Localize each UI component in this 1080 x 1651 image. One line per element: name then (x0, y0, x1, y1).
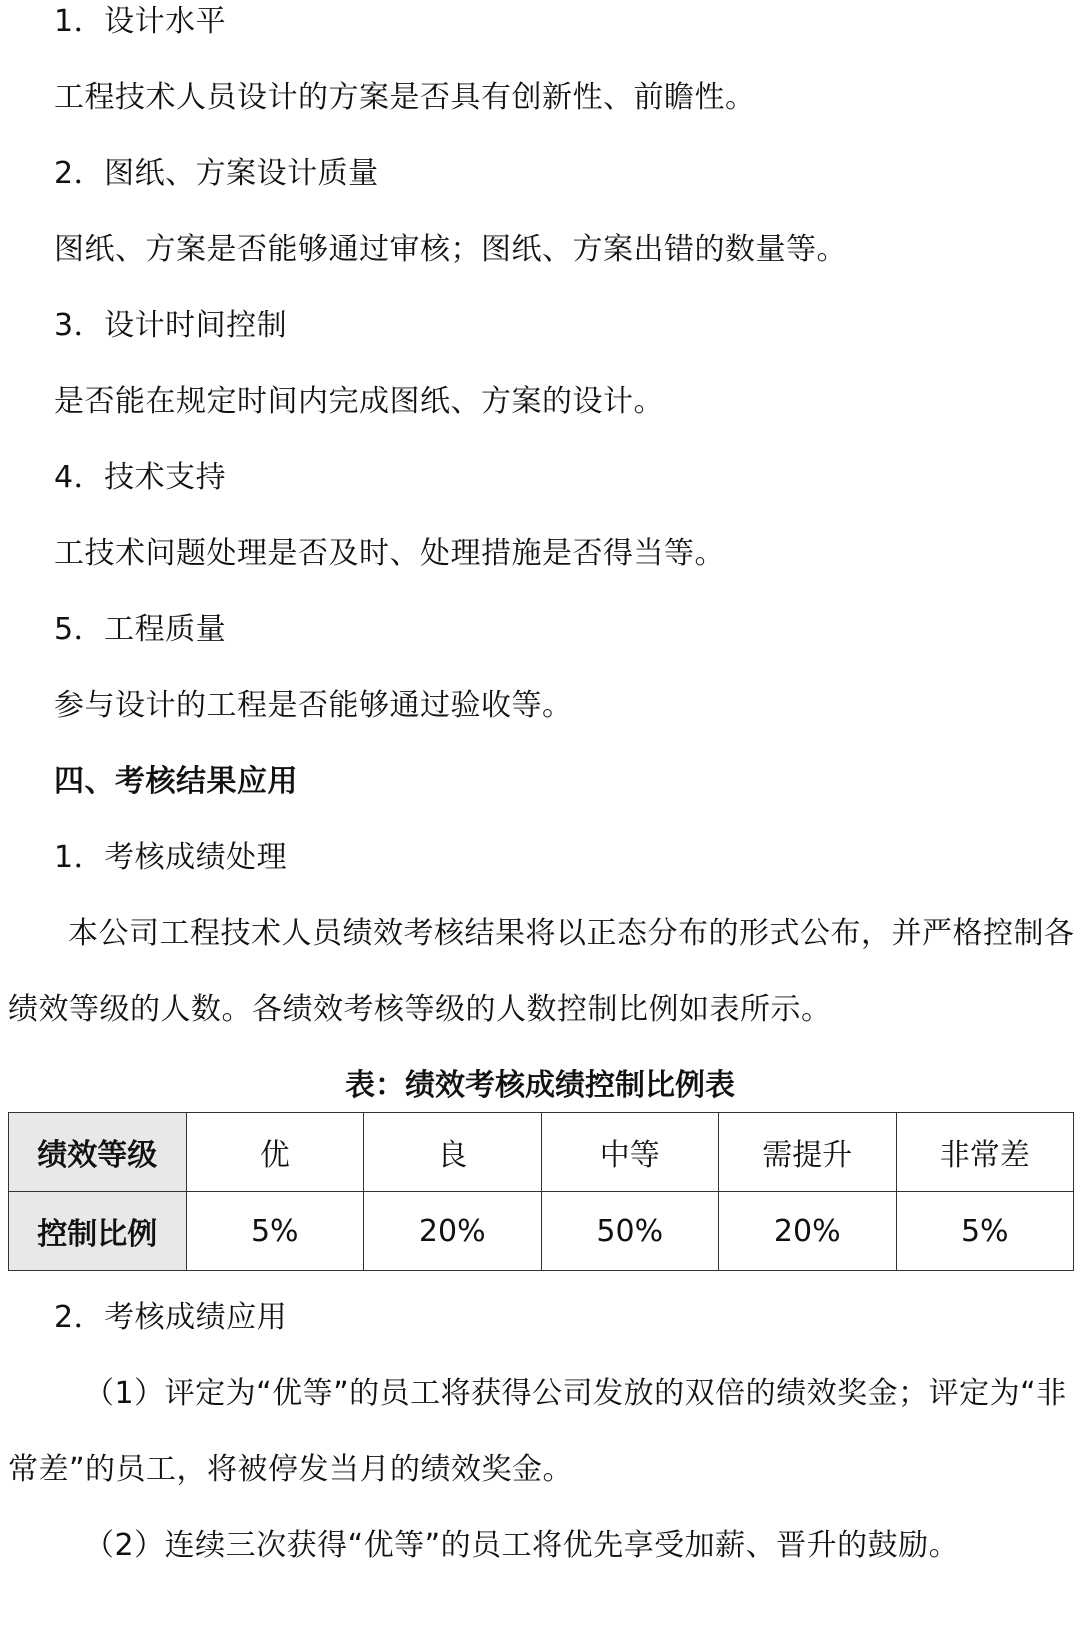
grade-cell: 非常差 (896, 1113, 1074, 1192)
rule1-line1: （1）评定为“优等”的员工将获得公司发放的双倍的绩效奖金；评定为“非 (84, 1376, 1067, 1411)
ratio-cell: 50% (541, 1192, 719, 1271)
item5-text: 参与设计的工程是否能够通过验收等。 (54, 688, 573, 723)
sub1-heading: 1．考核成绩处理 (54, 840, 288, 875)
item5-heading: 5．工程质量 (54, 612, 227, 647)
table-row-ratios (9, 1192, 1074, 1271)
rule2: （2）连续三次获得“优等”的员工将优先享受加薪、晋升的鼓励。 (84, 1528, 960, 1563)
item3-heading: 3．设计时间控制 (54, 308, 288, 343)
ratio-cell: 5% (896, 1192, 1074, 1271)
grade-cell: 中等 (541, 1113, 719, 1192)
item4-text: 工技术问题处理是否及时、处理措施是否得当等。 (54, 536, 725, 571)
section4-heading: 四、考核结果应用 (54, 764, 298, 799)
table-row-grades (9, 1113, 1074, 1192)
sub2-heading: 2．考核成绩应用 (54, 1300, 288, 1335)
table-caption: 表：绩效考核成绩控制比例表 (345, 1068, 735, 1103)
ratio-cell: 20% (719, 1192, 897, 1271)
item2-heading: 2．图纸、方案设计质量 (54, 156, 379, 191)
grade-cell: 良 (364, 1113, 542, 1192)
ratio-cell: 5% (186, 1192, 364, 1271)
ratio-cell: 20% (364, 1192, 542, 1271)
item4-heading: 4．技术支持 (54, 460, 227, 495)
para1-line1: 本公司工程技术人员绩效考核结果将以正态分布的形式公布，并严格控制各 (68, 916, 1075, 951)
row-header-ratio: 控制比例 (9, 1192, 187, 1271)
para1-line2: 绩效等级的人数。各绩效考核等级的人数控制比例如表所示。 (8, 992, 832, 1027)
item3-text: 是否能在规定时间内完成图纸、方案的设计。 (54, 384, 664, 419)
grade-cell: 优 (186, 1113, 364, 1192)
item2-text: 图纸、方案是否能够通过审核；图纸、方案出错的数量等。 (54, 232, 847, 267)
item1-text: 工程技术人员设计的方案是否具有创新性、前瞻性。 (54, 80, 756, 115)
grade-cell: 需提升 (719, 1113, 897, 1192)
rule1-line2: 常差”的员工，将被停发当月的绩效奖金。 (8, 1452, 574, 1487)
row-header-grade: 绩效等级 (9, 1113, 187, 1192)
item1-heading: 1．设计水平 (54, 4, 227, 39)
ratio-table (8, 1112, 1074, 1271)
